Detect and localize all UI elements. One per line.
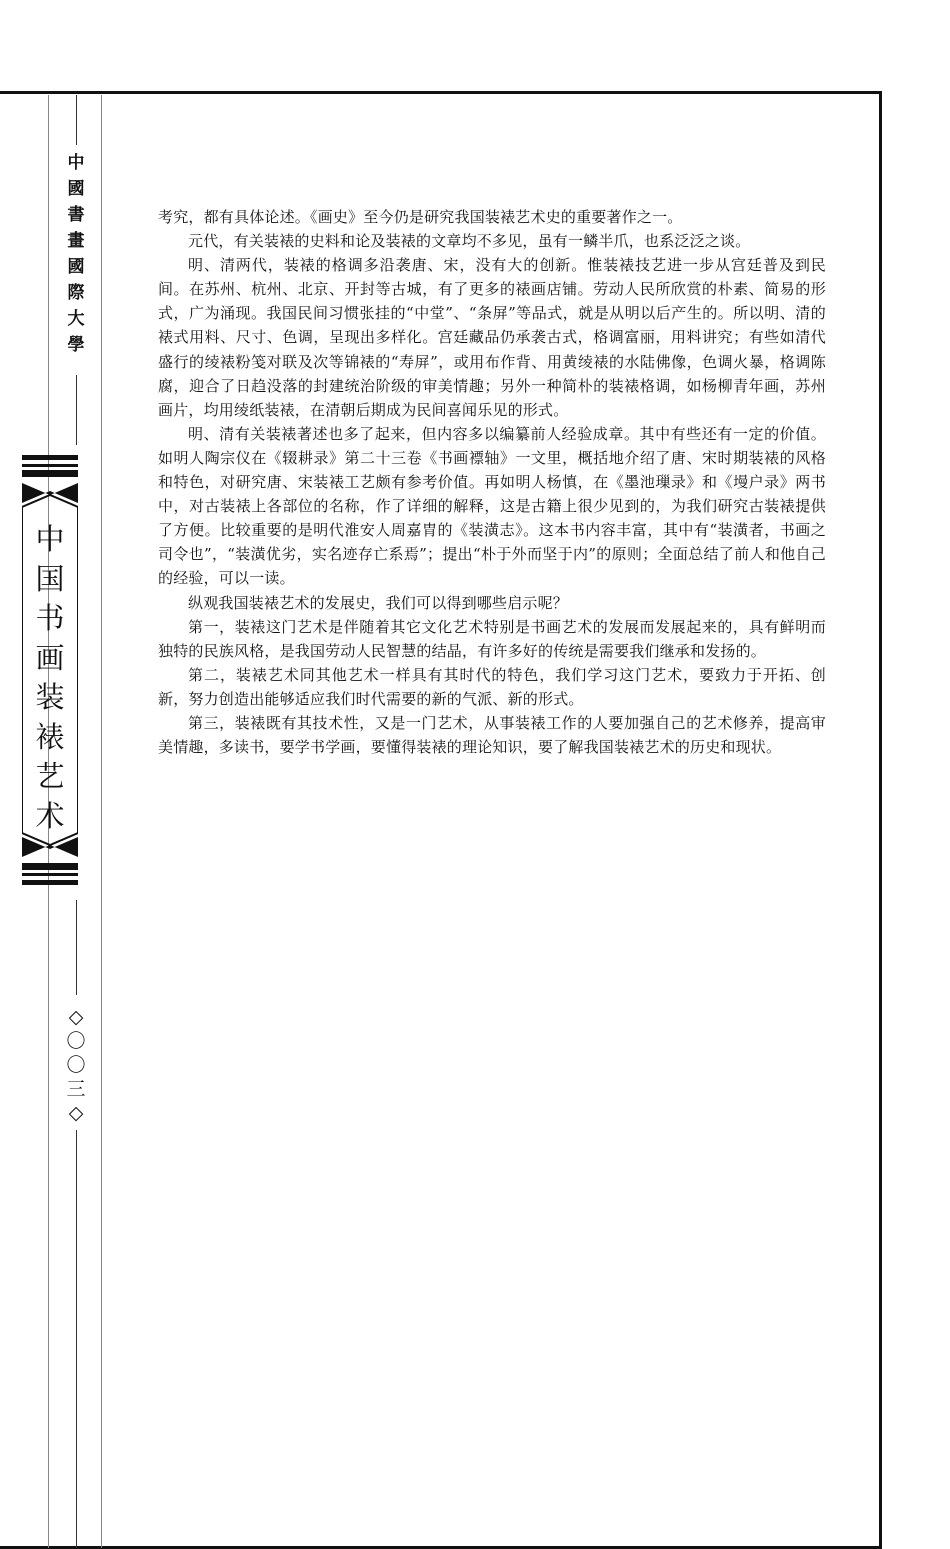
page-number: ◇ 〇 〇 三 ◇ bbox=[66, 1006, 86, 1124]
paragraph: 第二，装裱艺术同其他艺术一样具有其时代的特色，我们学习这门艺术，要致力于开拓、创新，努力创造出能够适应我们时代需要的新的气派、新的形式。 bbox=[158, 665, 826, 708]
paragraph: 第一，装裱这门艺术是伴随着其它文化艺术特别是书画艺术的发展而发展起来的，具有鲜明而独特的民族风格，是我国劳动人民智慧的结晶，有许多好的传统是需要我们继承和发扬的。 bbox=[158, 617, 826, 660]
paragraph: 明、清两代，装裱的格调多沿袭唐、宋，没有大的创新。惟装裱技艺进一步从宫廷普及到民间。在苏州、杭州、北京、开封等古城，有了更多的裱画店铺。劳动人民所欣赏的朴素、简易的形式，广为涌现。我国民间习惯张挂的“中堂”、“条屏”等品式，就是从明以后产生的。所以明、清的裱式用料、尺寸、色调，呈现出多样化。宫廷藏品仍承袭古式，格调富丽，用料讲究；有些如清代盛行的绫裱粉笺对联及次等锦裱的“寿屏”，或用布作背、用黄绫裱的水陆佛像，色调火暴，格调陈腐，迎合了日趋没落的封建统治阶级的审美情趣；另外一种简朴的装裱格调，如杨柳青年画，苏州画片，均用绫纸装裱，在清朝后期成为民间喜闻乐见的形式。 bbox=[158, 256, 826, 419]
body-text bbox=[158, 205, 826, 759]
sidebar-rule-right bbox=[101, 95, 102, 1548]
paragraph: 明、清有关装裱著述也多了起来，但内容多以编纂前人经验成章。其中有些还有一定的价值。如明人陶宗仪在《辍耕录》第二十三卷《书画褾轴》一文里，概括地介绍了唐、宋时期装裱的风格和特色，对研究唐、宋装裱工艺颇有参考价值。再如明人杨慎，在《墨池璅录》和《墁户录》两书中，对古装裱上各部位的名称，作了详细的解释，这是古籍上很少见到的，为我们研究古装裱提供了方便。比较重要的是明代淮安人周嘉胄的《装潢志》。这本书内容丰富，其中有“装潢者，书画之司令也”，“装潢优劣，实名迹存亡系焉”；提出“朴于外而坚于内”的原则；全面总结了前人和他自己的经验，可以一读。 bbox=[158, 424, 826, 588]
paragraph: 考究，都有具体论述。《画史》至今仍是研究我国装裱艺术史的重要著作之一。 bbox=[158, 208, 683, 226]
book-title: 中 国 书 画 装 裱 艺 术 bbox=[35, 522, 65, 833]
series-title: 中 國 書 畫 國 際 大 學 bbox=[67, 153, 85, 355]
sidebar-rule-bottom bbox=[76, 1130, 77, 1548]
sidebar-rule-top bbox=[76, 95, 77, 145]
sidebar-rule-lower bbox=[76, 900, 77, 995]
paragraph: 元代，有关装裱的史料和论及装裱的文章均不多见，虽有一鳞半爪，也系泛泛之谈。 bbox=[188, 232, 751, 251]
paragraph: 第三，装裱既有其技术性，又是一门艺术，从事装裱工作的人要加强自己的艺术修养，提高审美情趣，多读书，要学书学画，要懂得装裱的理论知识，要了解我国装裱艺术的历史和现状。 bbox=[158, 713, 826, 757]
paragraph: 纵观我国装裱艺术的发展史，我们可以得到哪些启示呢？ bbox=[188, 593, 569, 612]
sidebar-rule-upper bbox=[76, 375, 77, 445]
